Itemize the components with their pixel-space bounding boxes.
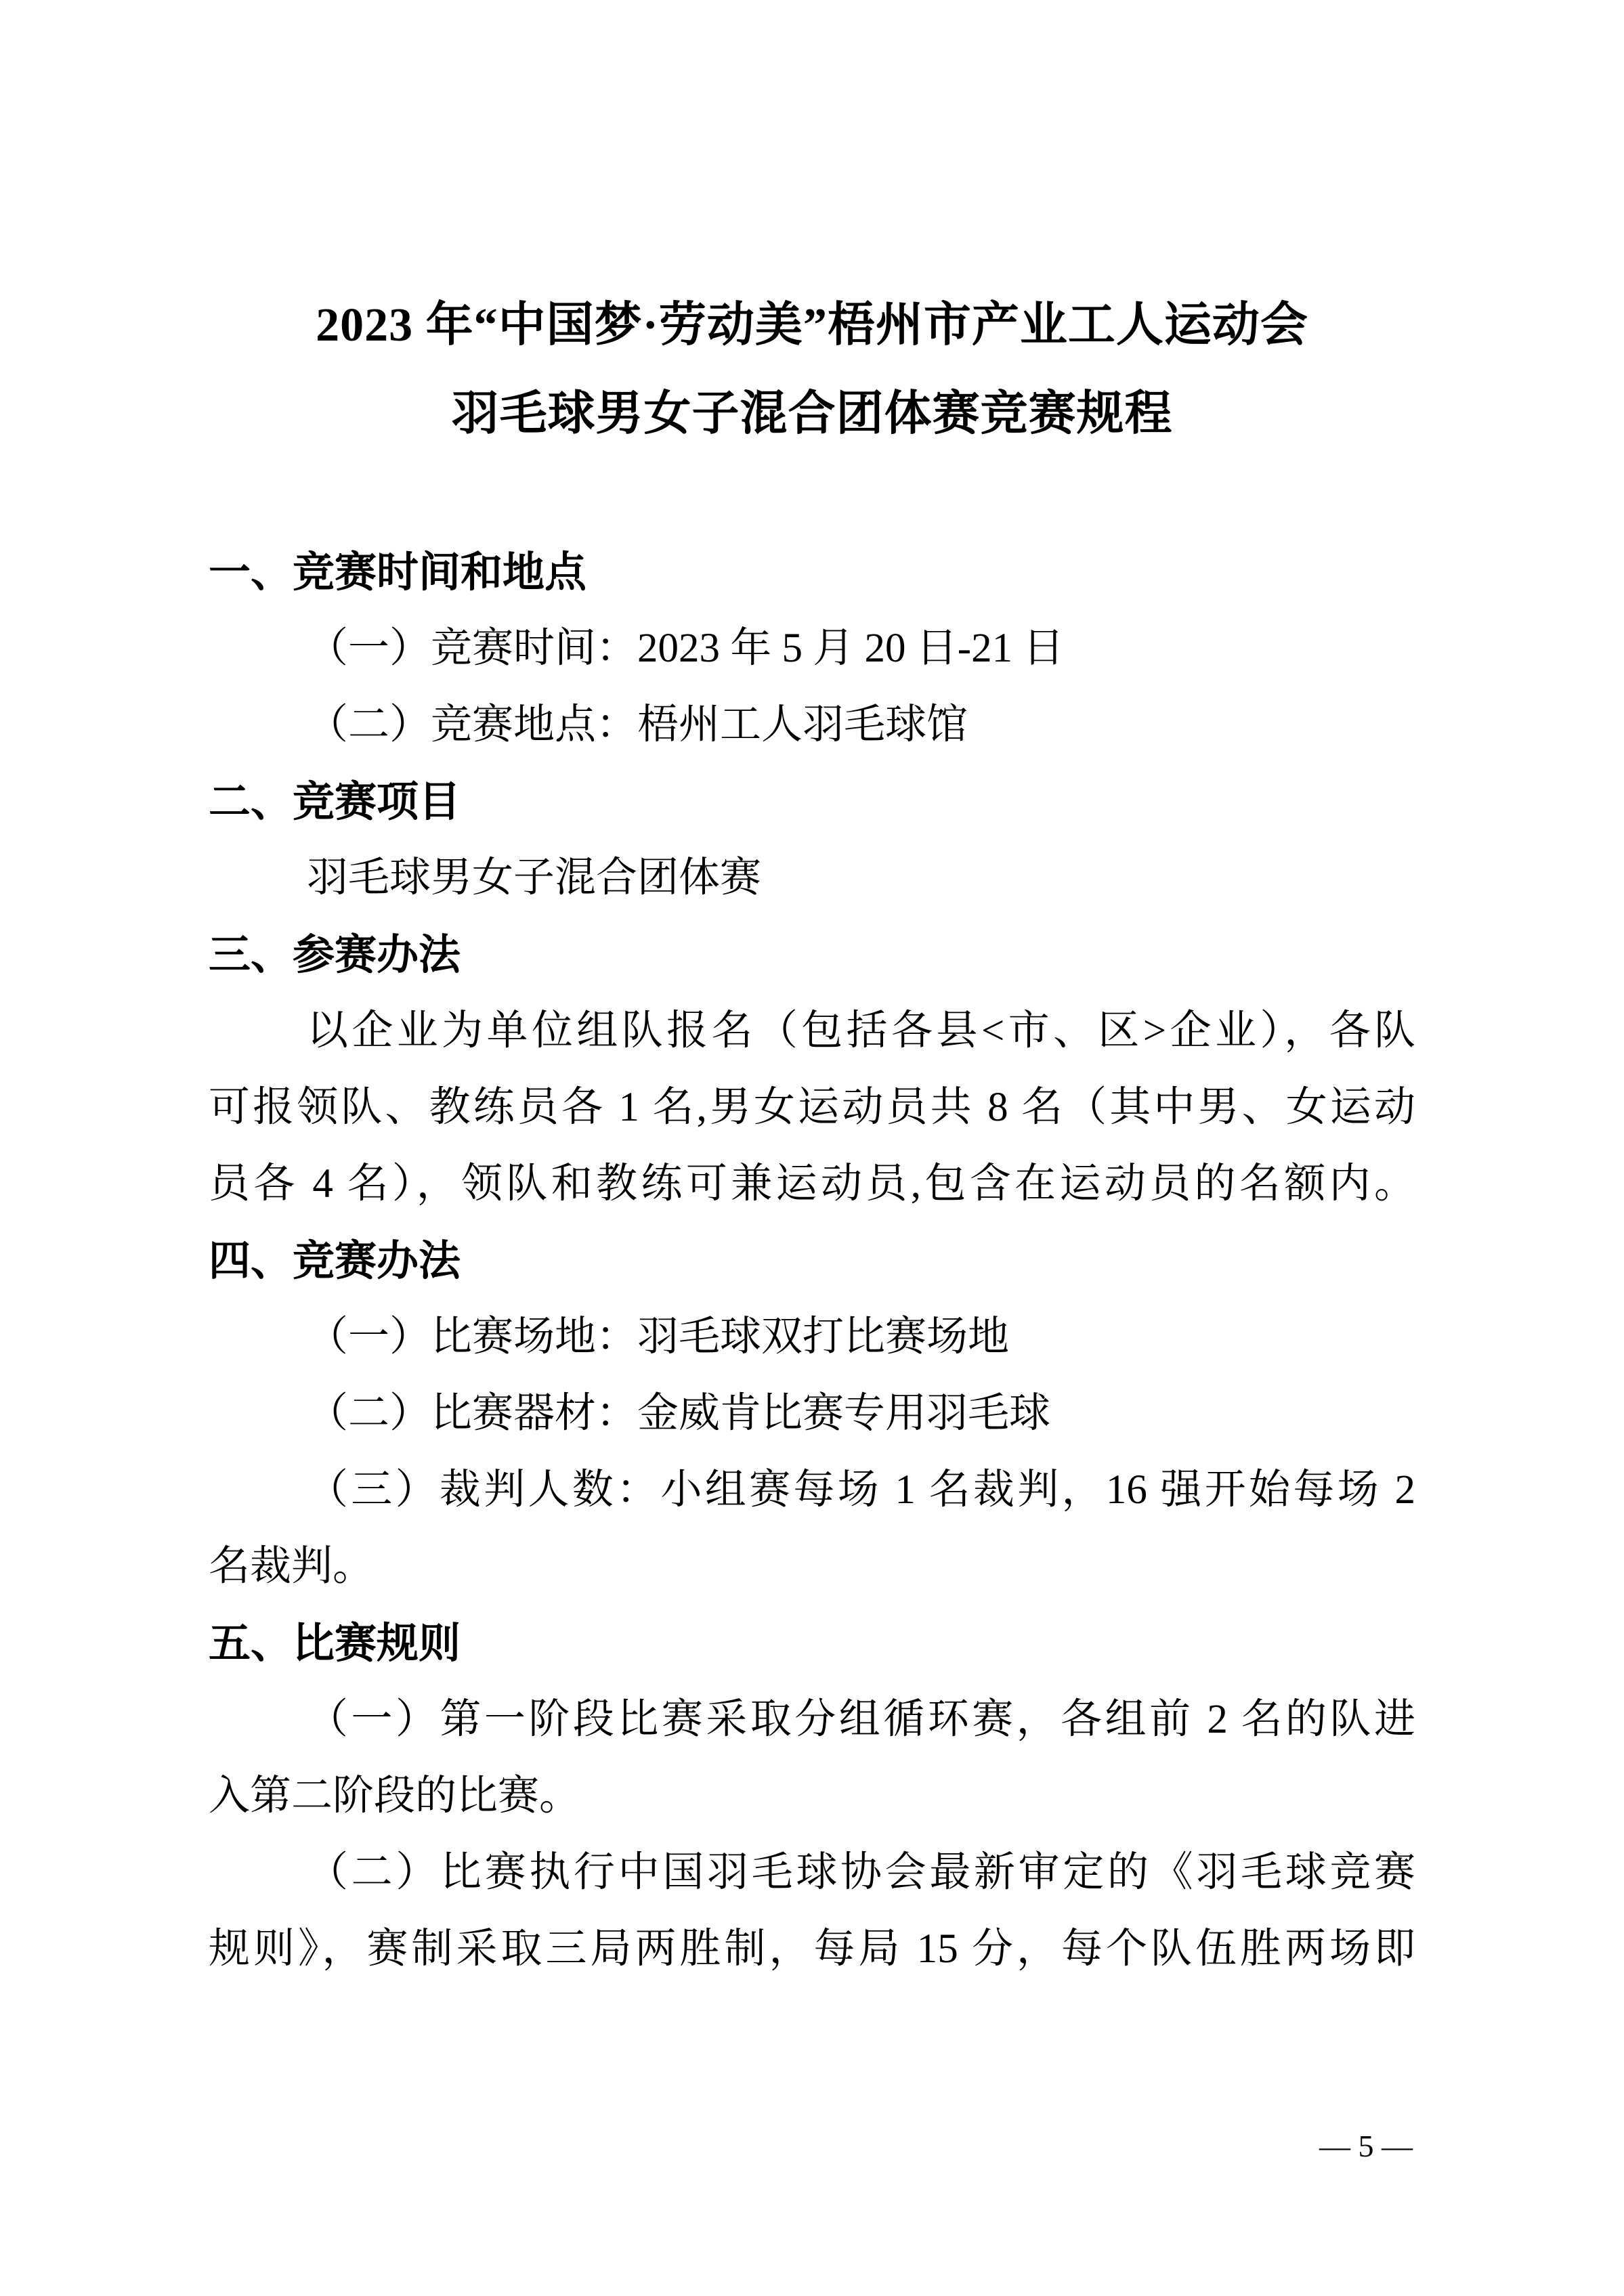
page-number-label: — 5 —: [1319, 2129, 1413, 2163]
body-line: 羽毛球男女子混合团体赛: [307, 855, 762, 901]
section-heading-4: 四、竞赛办法: [209, 1236, 461, 1285]
section-heading-5: 五、比赛规则: [209, 1618, 461, 1668]
body-line: 入第二阶段的比赛。: [209, 1773, 581, 1819]
body-line: （二）竞赛地点：梧州工人羽毛球馆: [307, 702, 968, 748]
body-line: （一）比赛场地：羽毛球双打比赛场地: [307, 1314, 1010, 1360]
body-line: （二）比赛执行中国羽毛球协会最新审定的《羽毛球竞赛: [307, 1850, 1415, 1895]
document-title: [102, 281, 1522, 458]
document-body: [209, 534, 1415, 1987]
body-line: 员各 4 名），领队和教练可兼运动员,包含在运动员的名额内。: [209, 1161, 1415, 1207]
title-line-2: 羽毛球男女子混合团体赛竞赛规程: [451, 388, 1173, 440]
body-line: （一）第一阶段比赛采取分组循环赛，各组前 2 名的队进: [307, 1697, 1415, 1742]
body-line: （二）比赛器材：金威肯比赛专用羽毛球: [307, 1391, 1051, 1436]
body-line: 规则》，赛制采取三局两胜制，每局 15 分，每个队伍胜两场即: [209, 1926, 1415, 1972]
body-line: 可报领队、教练员各 1 名,男女运动员共 8 名（其中男、女运动: [209, 1085, 1415, 1130]
section-heading-2: 二、竞赛项目: [209, 777, 461, 826]
title-line-1: 2023 年“中国梦·劳动美”梧州市产业工人运动会: [316, 299, 1308, 351]
body-line: 名裁判。: [209, 1544, 375, 1589]
body-line: 以企业为单位组队报名（包括各县<市、区>企业），各队: [307, 1008, 1415, 1054]
page-number: [1319, 2125, 1413, 2168]
section-heading-1: 一、竞赛时间和地点: [209, 547, 587, 597]
body-line: （一）竞赛时间：2023 年 5 月 20 日-21 日: [307, 626, 1065, 671]
section-heading-3: 三、参赛办法: [209, 930, 461, 979]
body-line: （三）裁判人数：小组赛每场 1 名裁判，16 强开始每场 2: [307, 1467, 1415, 1513]
